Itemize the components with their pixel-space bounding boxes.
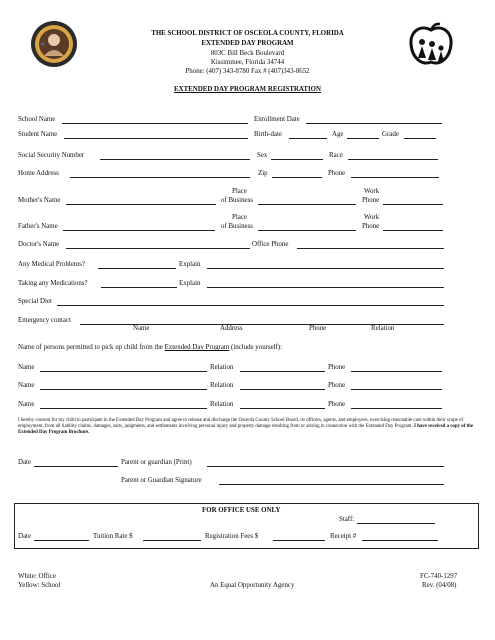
- pickup-phone-label-2: Phone: [328, 382, 346, 389]
- father-business-label: of Business: [221, 223, 253, 230]
- father-business-field[interactable]: [258, 230, 356, 231]
- sex-field[interactable]: [271, 159, 323, 160]
- race-label: Race: [329, 152, 343, 159]
- pickup-name-label-3: Name: [18, 401, 35, 408]
- ec-relation-caption: Relation: [371, 325, 395, 332]
- father-work-phone-field[interactable]: [383, 230, 443, 231]
- registration-fees-label: Registration Fees $: [205, 533, 259, 540]
- footer-yellow-copy: Yellow: School: [18, 582, 61, 589]
- pickup-name-field-3[interactable]: [40, 408, 207, 409]
- pickup-phone-label-1: Phone: [328, 364, 346, 371]
- footer-revision: Rev. (04/08): [422, 582, 457, 589]
- office-phone-label: Office Phone: [252, 241, 289, 248]
- mothers-name-field[interactable]: [66, 204, 216, 205]
- pickup-relation-field-1[interactable]: [240, 371, 325, 372]
- address-line-2: Kissimmee, Florida 34744: [210, 59, 285, 66]
- parent-print-label: Parent or guardian (Print): [121, 459, 192, 466]
- ec-phone-caption: Phone: [309, 325, 327, 332]
- address-line-1: 803C Bill Beck Boulevard: [210, 50, 285, 57]
- grade-label: Grade: [382, 131, 399, 138]
- pickup-name-label-1: Name: [18, 364, 35, 371]
- district-name: THE SCHOOL DISTRICT OF OSCEOLA COUNTY, FLORIDA: [151, 30, 344, 37]
- home-address-field[interactable]: [70, 177, 250, 178]
- pickup-phone-field-3[interactable]: [351, 408, 442, 409]
- pickup-relation-field-3[interactable]: [240, 408, 325, 409]
- tuition-rate-label: Tuition Rate $: [93, 533, 133, 540]
- mother-work-label: Work: [364, 188, 380, 195]
- race-field[interactable]: [348, 159, 438, 160]
- medical-explain-field[interactable]: [207, 268, 444, 269]
- special-diet-label: Special Diet: [18, 298, 52, 305]
- staff-label: Staff:: [339, 516, 355, 523]
- pickup-name-field-2[interactable]: [40, 389, 207, 390]
- phone-label: Phone: [328, 170, 346, 177]
- mother-business-field[interactable]: [258, 204, 356, 205]
- parent-signature-field[interactable]: [219, 484, 444, 485]
- age-field[interactable]: [347, 138, 379, 139]
- staff-field[interactable]: [357, 523, 435, 524]
- school-name-label: School Name: [18, 116, 56, 123]
- enrollment-date-field[interactable]: [306, 123, 442, 124]
- parent-signature-label: Parent or Guardian Signature: [121, 477, 202, 484]
- doctors-name-field[interactable]: [66, 248, 250, 249]
- pickup-relation-label-2: Relation: [210, 382, 234, 389]
- consent-statement: I hereby consent for my child to participate in the Extended Day Program and agree to release and discharge the Osceola County School Board, its officers, agents, and employees, exercising reasonable care within their scope of employment, from all liability claims, damages, suits, judgments, and settlements involving personal injury and property damage resulting from or arising in connection with the Extended Day Program. I have received a copy of the Extended Day Program Brochure.: [18, 418, 474, 436]
- mother-work-phone-field[interactable]: [383, 204, 443, 205]
- ec-name-caption: Name: [133, 325, 150, 332]
- special-diet-field[interactable]: [57, 305, 444, 306]
- student-name-label: Student Name: [18, 131, 58, 138]
- program-name: EXTENDED DAY PROGRAM: [201, 40, 294, 47]
- sex-label: Sex: [257, 152, 268, 159]
- medications-field[interactable]: [101, 287, 177, 288]
- birth-date-field[interactable]: [289, 138, 327, 139]
- ec-address-caption: Address: [220, 325, 243, 332]
- pickup-name-field-1[interactable]: [40, 371, 207, 372]
- doctor-office-phone-field[interactable]: [297, 248, 444, 249]
- footer-form-number: FC-740-1297: [420, 573, 458, 580]
- medications-explain-label: Explain: [179, 280, 201, 287]
- grade-field[interactable]: [404, 138, 436, 139]
- father-place-label: Place: [232, 214, 247, 221]
- office-use-title: FOR OFFICE USE ONLY: [202, 507, 281, 514]
- pickup-phone-field-1[interactable]: [351, 371, 442, 372]
- pickup-name-label-2: Name: [18, 382, 35, 389]
- mothers-name-label: Mother's Name: [18, 197, 61, 204]
- pickup-relation-field-2[interactable]: [240, 389, 325, 390]
- signature-date-label: Date: [18, 459, 32, 466]
- pickup-relation-label-3: Relation: [210, 401, 234, 408]
- pickup-relation-label-1: Relation: [210, 364, 234, 371]
- footer-white-copy: White: Office: [18, 573, 56, 580]
- form-title: EXTENDED DAY PROGRAM REGISTRATION: [174, 86, 321, 93]
- mother-phone-label: Phone: [362, 197, 380, 204]
- footer-agency: An Equal Opportunity Agency: [210, 582, 295, 589]
- office-date-label: Date: [18, 533, 32, 540]
- student-name-field[interactable]: [64, 138, 248, 139]
- home-phone-field[interactable]: [351, 177, 439, 178]
- zip-field[interactable]: [272, 177, 322, 178]
- father-work-label: Work: [364, 214, 380, 221]
- pickup-instructions: Name of persons permitted to pick up child from the Extended Day Program (include yourself):: [18, 344, 283, 351]
- mother-place-label: Place: [232, 188, 247, 195]
- ssn-label: Social Security Number: [18, 152, 85, 159]
- zip-label: Zip: [258, 170, 268, 177]
- fathers-name-field[interactable]: [63, 230, 215, 231]
- medications-explain-field[interactable]: [207, 287, 444, 288]
- receipt-label: Receipt #: [330, 533, 357, 540]
- medical-problems-label: Any Medical Problems?: [18, 261, 85, 268]
- doctors-name-label: Doctor's Name: [18, 241, 60, 248]
- phone-fax: Phone: (407) 343-8780 Fax # (407)343-8652: [185, 68, 310, 75]
- pickup-phone-field-2[interactable]: [351, 389, 442, 390]
- mother-business-label: of Business: [221, 197, 253, 204]
- tuition-rate-field[interactable]: [143, 540, 201, 541]
- medical-problems-field[interactable]: [98, 268, 176, 269]
- receipt-field[interactable]: [362, 540, 438, 541]
- brochure-acknowledgement: I have received a copy of the Extended Day Program Brochure.: [18, 424, 474, 436]
- office-date-field[interactable]: [34, 540, 89, 541]
- father-phone-label: Phone: [362, 223, 380, 230]
- emergency-contact-label: Emergency contact: [18, 317, 71, 324]
- parent-print-field[interactable]: [207, 466, 444, 467]
- medications-label: Taking any Medications?: [18, 280, 88, 287]
- school-name-field[interactable]: [62, 123, 248, 124]
- signature-date-field[interactable]: [34, 466, 118, 467]
- enrollment-date-label: Enrollment Date: [254, 116, 300, 123]
- birth-date-label: Birth-date: [254, 131, 282, 138]
- fathers-name-label: Father's Name: [18, 223, 58, 230]
- pickup-phone-label-3: Phone: [328, 401, 346, 408]
- ssn-field[interactable]: [100, 159, 250, 160]
- medical-explain-label: Explain: [179, 261, 201, 268]
- home-address-label: Home Address: [18, 170, 59, 177]
- registration-fees-field[interactable]: [273, 540, 325, 541]
- age-label: Age: [332, 131, 344, 138]
